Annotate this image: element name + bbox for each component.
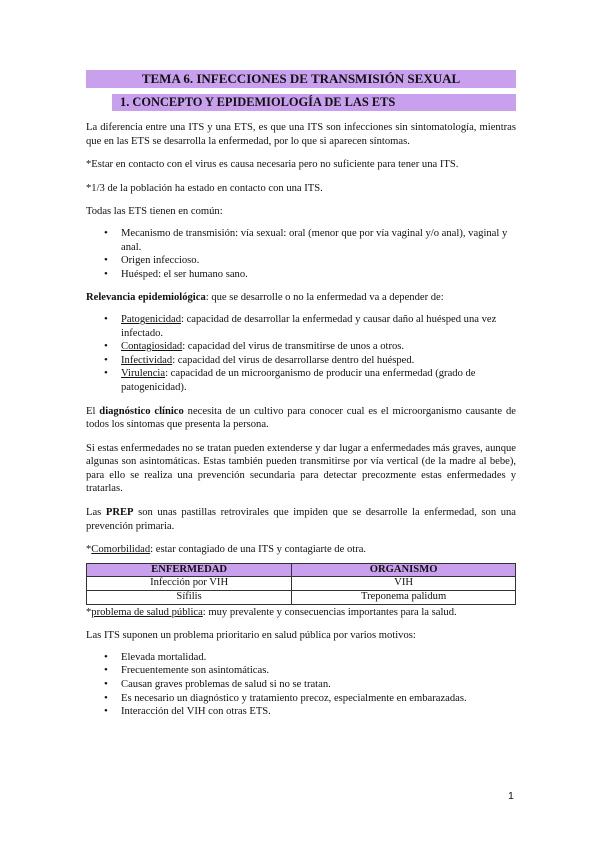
list-item: • Origen infeccioso. [121,254,516,268]
paragraph-public-health [86,606,516,620]
list-item [121,340,516,354]
definition: : estar contagiado de una ITS y contagiarte de otra. [150,544,367,556]
text: necesita de un cultivo para conocer cual es el microorganismo causante de todos los síntomas que presenta la persona. [86,405,516,431]
text: El [86,405,100,417]
table-row [87,577,516,591]
table-cell: VIH [292,577,516,591]
text: son unas pastillas retrovirales que impiden que se desarrolle la enfermedad, son una prevención primaria. [86,507,516,532]
common-list [86,227,516,281]
disease-table [86,563,516,605]
table-cell: Infección por VIH [87,577,292,591]
list-item: • Huésped: el ser humano sano. [121,268,516,282]
definition: : muy prevalente y consecuencias importantes para la salud. [202,606,457,618]
relevance-text: : que se desarrolle o no la enfermedad va a depender de: [205,292,444,304]
bold-term: diagnóstico clínico [99,405,184,417]
paragraph-untreated: Si estas enfermedades no se tratan pueden extenderse y dar lugar a enfermedades más graves, aunque algunas son asintomáticas. Estas también pueden transmitirse por vía vertical (de la madre al bebe), para ello se realiza una prevención secundaria para detectar precozmente estas enfermedades y tratarlas. [86,442,516,495]
term: Patogenicidad [121,313,182,325]
table-cell: Sífilis [87,591,292,605]
list-item [121,367,516,394]
page-number: 1 [508,790,514,802]
bold-term: PREP [105,507,134,519]
text: Las [86,507,106,519]
document-page [86,70,516,719]
paragraph-its-ets: La diferencia entre una ITS y una ETS, es que una ITS son infecciones sin sintomatología, mientras que en las ETS se desarrolla la enfermedad, por lo que si aparecen síntomas. [86,122,516,147]
definition: : capacidad del virus de desarrollarse dentro del huésped. [172,354,415,366]
list-item: • Elevada mortalidad. [121,651,516,665]
reasons-list [86,651,516,719]
paragraph-relevance [86,291,516,305]
list-item [121,313,516,340]
text: * [86,606,92,618]
table-row [87,591,516,605]
table-header-row [87,563,516,577]
list-item: • Causan graves problemas de salud si no se tratan. [121,678,516,692]
paragraph-common: Todas las ETS tienen en común: [86,206,223,218]
list-item [121,354,516,368]
definition: : capacidad de desarrollar la enfermedad y causar daño al huésped una vez infectado. [121,313,497,339]
page-title: TEMA 6. INFECCIONES DE TRANSMISIÓN SEXUAL [86,70,516,88]
term: Infectividad [121,354,173,366]
section-heading: 1. CONCEPTO Y EPIDEMIOLOGÍA DE LAS ETS [112,94,516,111]
term: Comorbilidad [91,544,151,556]
text: * [86,544,92,556]
term: Virulencia [121,368,166,380]
column-header: ENFERMEDAD [87,563,292,577]
definition: : capacidad del virus de transmitirse de unos a otros. [182,341,405,353]
relevance-list [86,313,516,395]
relevance-label: Relevancia epidemiológica [86,292,206,304]
paragraph-diagnosis [86,405,516,432]
term: problema de salud pública [91,606,203,618]
paragraph-comorbidity [86,543,516,557]
paragraph-reasons: Las ITS suponen un problema prioritario en salud pública por varios motivos: [86,630,416,642]
term: Contagiosidad [121,341,183,353]
column-header: ORGANISMO [292,563,516,577]
list-item: • Interacción del VIH con otras ETS. [121,705,516,719]
table-cell: Treponema palidum [292,591,516,605]
paragraph-contact-virus: *Estar en contacto con el virus es causa necesaria pero no suficiente para tener una ITS. [86,159,459,171]
list-item: • Es necesario un diagnóstico y tratamiento precoz, especialmente en embarazadas. [121,692,516,706]
list-item: • Mecanismo de transmisión: vía sexual: oral (menor que por vía vaginal y/o anal), vaginal y anal. [121,227,516,254]
definition: : capacidad de un microorganismo de producir una enfermedad (grado de patogenicidad). [121,368,476,393]
paragraph-prep [86,506,516,533]
list-item: • Frecuentemente son asintomáticas. [121,664,516,678]
paragraph-population: *1/3 de la población ha estado en contacto con una ITS. [86,182,323,194]
